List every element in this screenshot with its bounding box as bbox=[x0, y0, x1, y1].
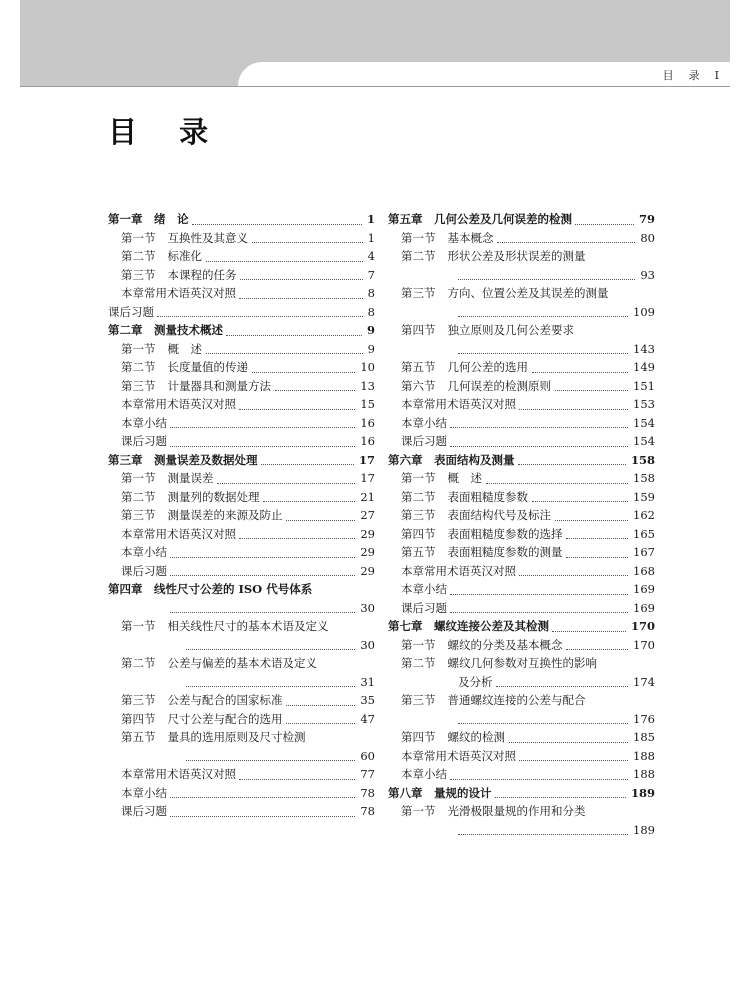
page-title: 目 录 bbox=[108, 115, 225, 149]
toc-leader-dots bbox=[458, 279, 635, 280]
toc-leader-dots bbox=[239, 538, 355, 539]
toc-entry-title: 第五章 几何公差及几何误差的检测 bbox=[388, 212, 572, 226]
toc-entry-continuation bbox=[388, 710, 655, 729]
toc-page-number: 27 bbox=[357, 506, 375, 525]
toc-entry-title: 长度量值的传递 bbox=[167, 360, 248, 374]
toc-section-entry bbox=[388, 395, 655, 414]
toc-section-entry bbox=[108, 414, 375, 433]
toc-leader-dots bbox=[170, 557, 355, 558]
toc-entry-title: 课后习题 bbox=[401, 434, 447, 448]
toc-entry-title: 本章小结 bbox=[401, 415, 447, 430]
toc-page-number: 9 bbox=[365, 340, 375, 359]
toc-page-number: 8 bbox=[365, 284, 375, 303]
toc-entry-title: 量具的选用原则及尺寸检测 bbox=[167, 730, 306, 744]
toc-entry-title: 测量误差 bbox=[167, 471, 214, 485]
toc-page-number: 35 bbox=[357, 691, 375, 710]
toc-chapter-entry bbox=[108, 321, 375, 340]
toc-leader-dots bbox=[450, 612, 628, 613]
toc-leader-dots bbox=[566, 557, 628, 558]
toc-leader-dots bbox=[192, 224, 362, 225]
toc-entry-title: 本章小结 bbox=[401, 767, 447, 781]
toc-page-number: 109 bbox=[630, 303, 655, 322]
toc-leader-dots bbox=[555, 520, 628, 521]
toc-page-number: 13 bbox=[357, 377, 375, 396]
toc-leader-dots bbox=[186, 686, 355, 687]
toc-section-entry bbox=[108, 266, 375, 285]
toc-entry-number: 第四节 bbox=[401, 730, 436, 744]
toc-page-number: 170 bbox=[628, 617, 655, 636]
toc-page-number: 9 bbox=[364, 321, 375, 340]
toc-entry-title: 课后习题 bbox=[401, 600, 447, 615]
toc-leader-dots bbox=[518, 464, 626, 465]
toc-entry-title: 课后习题 bbox=[108, 304, 154, 319]
toc-section-entry bbox=[388, 284, 655, 303]
toc-entry-number: 第四节 bbox=[401, 526, 436, 541]
toc-page-number: 10 bbox=[357, 358, 375, 377]
toc-entry-continuation bbox=[388, 266, 655, 285]
toc-section-entry bbox=[388, 229, 655, 248]
toc-entry-title: 本章小结 bbox=[121, 415, 167, 430]
toc-leader-dots bbox=[170, 612, 355, 613]
toc-section-entry bbox=[108, 710, 375, 729]
toc-page-number: 154 bbox=[630, 414, 655, 433]
toc-entry-title: 基本概念 bbox=[447, 230, 494, 245]
toc-section-entry bbox=[108, 303, 375, 322]
toc-page-number: 30 bbox=[357, 636, 375, 655]
toc-entry-number: 第二节 bbox=[401, 656, 436, 670]
toc-entry-continuation bbox=[108, 673, 375, 692]
running-head-part: 目 bbox=[662, 69, 675, 82]
toc-entry-title: 计量器具和测量方法 bbox=[167, 378, 271, 393]
toc-leader-dots bbox=[206, 353, 363, 354]
toc-leader-dots bbox=[450, 594, 628, 595]
toc-entry-title: 标准化 bbox=[167, 249, 202, 263]
toc-section-entry bbox=[108, 247, 375, 266]
toc-entry-title: 第七章 螺纹连接公差及其检测 bbox=[388, 619, 549, 633]
toc-entry-title: 本章小结 bbox=[401, 582, 447, 596]
toc-entry-number: 第二节 bbox=[121, 489, 156, 504]
toc-section-entry bbox=[388, 432, 655, 451]
toc-leader-dots bbox=[519, 760, 628, 761]
toc-section-entry bbox=[388, 543, 655, 562]
toc-entry-number: 第一节 bbox=[121, 341, 156, 356]
toc-page-number: 16 bbox=[357, 414, 375, 433]
toc-page-number: 165 bbox=[630, 525, 655, 544]
toc-entry-continuation bbox=[108, 599, 375, 618]
toc-page-number: 47 bbox=[357, 710, 375, 729]
toc-entry-number: 第三节 bbox=[121, 508, 156, 522]
toc-section-entry bbox=[388, 488, 655, 507]
toc-leader-dots bbox=[495, 797, 626, 798]
toc-section-entry bbox=[108, 765, 375, 784]
toc-entry-number: 第三节 bbox=[401, 693, 436, 707]
toc-leader-dots bbox=[170, 797, 355, 798]
toc-entry-title: 概 述 bbox=[447, 471, 482, 485]
toc-column-left bbox=[108, 210, 375, 821]
toc-page-number: 29 bbox=[357, 525, 375, 544]
toc-entry-title: 方向、位置公差及其误差的测量 bbox=[447, 286, 609, 300]
toc-leader-dots bbox=[186, 760, 355, 761]
toc-entry-number: 第一节 bbox=[401, 230, 436, 245]
toc-section-entry bbox=[388, 765, 655, 784]
toc-leader-dots bbox=[575, 224, 634, 225]
toc-section-entry bbox=[388, 414, 655, 433]
toc-section-entry bbox=[108, 562, 375, 581]
toc-section-entry bbox=[388, 599, 655, 618]
toc-page-number: 185 bbox=[630, 728, 655, 747]
toc-entry-continuation bbox=[388, 340, 655, 359]
toc-chapter-entry bbox=[108, 451, 375, 470]
toc-page-number: 31 bbox=[357, 673, 375, 692]
toc-section-entry bbox=[388, 802, 655, 821]
toc-section-entry bbox=[108, 525, 375, 544]
toc-page-number: 78 bbox=[357, 784, 375, 803]
toc-leader-dots bbox=[170, 816, 355, 817]
toc-page-number: 78 bbox=[357, 802, 375, 821]
running-head bbox=[560, 67, 720, 83]
toc-page-number: 21 bbox=[357, 488, 375, 507]
toc-entry-title: 本章小结 bbox=[121, 545, 167, 559]
toc-entry-title: 本章常用术语英汉对照 bbox=[121, 767, 236, 781]
toc-entry-title: 课后习题 bbox=[121, 563, 167, 578]
toc-page-number: 189 bbox=[630, 821, 655, 840]
toc-entry-title: 概 述 bbox=[167, 341, 202, 356]
toc-entry-title: 本章常用术语英汉对照 bbox=[121, 286, 236, 300]
toc-entry-title: 几何误差的检测原则 bbox=[447, 378, 551, 393]
toc-section-entry bbox=[108, 395, 375, 414]
toc-section-entry bbox=[108, 654, 375, 673]
toc-entry-title: 第四章 线性尺寸公差的 ISO 代号体系 bbox=[108, 582, 313, 596]
toc-entry-title: 公差与偏差的基本术语及定义 bbox=[167, 656, 317, 670]
toc-page-number: 159 bbox=[630, 488, 655, 507]
toc-page-number: 77 bbox=[357, 765, 375, 784]
toc-column-right bbox=[388, 210, 655, 839]
toc-entry-number: 第三节 bbox=[121, 378, 156, 393]
toc-entry-title: 公差与配合的国家标准 bbox=[167, 693, 283, 707]
toc-page-number: 8 bbox=[365, 303, 375, 322]
toc-page-number: 60 bbox=[357, 747, 375, 766]
toc-section-entry bbox=[388, 562, 655, 581]
toc-page-number: 17 bbox=[357, 469, 375, 488]
toc-leader-dots bbox=[496, 686, 628, 687]
toc-leader-dots bbox=[217, 483, 355, 484]
toc-leader-dots bbox=[497, 242, 635, 243]
toc-leader-dots bbox=[450, 446, 628, 447]
toc-entry-title: 几何公差的选用 bbox=[447, 360, 528, 374]
toc-leader-dots bbox=[286, 520, 355, 521]
toc-leader-dots bbox=[239, 779, 355, 780]
toc-chapter-entry bbox=[108, 210, 375, 229]
toc-leader-dots bbox=[239, 298, 363, 299]
toc-entry-title: 第三章 测量误差及数据处理 bbox=[108, 452, 258, 467]
header-rule bbox=[20, 86, 730, 87]
toc-page-number: 93 bbox=[637, 266, 655, 285]
toc-leader-dots bbox=[239, 409, 355, 410]
toc-entry-number: 第一节 bbox=[121, 619, 156, 633]
toc-entry-continuation bbox=[108, 747, 375, 766]
toc-leader-dots bbox=[206, 261, 363, 262]
toc-leader-dots bbox=[552, 631, 626, 632]
toc-entry-number: 第一节 bbox=[401, 804, 436, 818]
toc-leader-dots bbox=[170, 446, 355, 447]
toc-section-entry bbox=[108, 691, 375, 710]
toc-section-entry bbox=[108, 802, 375, 821]
toc-entry-title: 相关线性尺寸的基本术语及定义 bbox=[167, 619, 329, 633]
toc-page-number: 143 bbox=[630, 340, 655, 359]
toc-entry-title: 光滑极限量规的作用和分类 bbox=[447, 804, 586, 818]
toc-section-entry bbox=[388, 728, 655, 747]
toc-entry-title: 普通螺纹连接的公差与配合 bbox=[447, 693, 586, 707]
toc-page-number: 1 bbox=[364, 210, 375, 229]
toc-entry-number: 第二节 bbox=[401, 489, 436, 504]
toc-leader-dots bbox=[252, 372, 355, 373]
toc-page-number: 154 bbox=[630, 432, 655, 451]
toc-section-entry bbox=[108, 617, 375, 636]
toc-entry-title: 尺寸公差与配合的选用 bbox=[167, 711, 283, 726]
toc-entry-number: 第三节 bbox=[401, 508, 436, 522]
toc-page-number: 30 bbox=[357, 599, 375, 618]
toc-entry-continuation bbox=[108, 636, 375, 655]
toc-page-number: 169 bbox=[630, 599, 655, 618]
toc-entry-title: 本章常用术语英汉对照 bbox=[121, 397, 236, 411]
toc-section-entry bbox=[388, 636, 655, 655]
toc-entry-title: 第二章 测量技术概述 bbox=[108, 323, 223, 337]
toc-leader-dots bbox=[275, 390, 355, 391]
toc-section-entry bbox=[108, 377, 375, 396]
toc-section-entry bbox=[108, 506, 375, 525]
toc-section-entry bbox=[108, 358, 375, 377]
toc-section-entry bbox=[108, 340, 375, 359]
toc-entry-number: 第一节 bbox=[121, 230, 156, 245]
toc-leader-dots bbox=[458, 353, 628, 354]
toc-entry-title: 本章常用术语英汉对照 bbox=[121, 526, 236, 541]
toc-entry-title: 表面结构代号及标注 bbox=[447, 508, 551, 522]
toc-chapter-entry bbox=[388, 617, 655, 636]
toc-entry-title: 互换性及其意义 bbox=[167, 230, 248, 245]
toc-leader-dots bbox=[157, 316, 363, 317]
toc-leader-dots bbox=[450, 779, 628, 780]
toc-page-number: 16 bbox=[357, 432, 375, 451]
toc-page-number: 162 bbox=[630, 506, 655, 525]
toc-section-entry bbox=[388, 377, 655, 396]
toc-entry-number: 第五节 bbox=[401, 360, 436, 374]
toc-entry-number: 第二节 bbox=[401, 249, 436, 263]
toc-leader-dots bbox=[509, 742, 628, 743]
toc-entry-title: 螺纹的分类及基本概念 bbox=[447, 637, 563, 652]
toc-entry-title: 测量误差的来源及防止 bbox=[167, 508, 283, 522]
toc-section-entry bbox=[388, 247, 655, 266]
toc-leader-dots bbox=[532, 501, 628, 502]
toc-section-entry bbox=[388, 654, 655, 673]
toc-leader-dots bbox=[186, 649, 355, 650]
toc-entry-title: 本课程的任务 bbox=[167, 267, 237, 282]
toc-leader-dots bbox=[532, 372, 628, 373]
toc-entry-title: 本章常用术语英汉对照 bbox=[401, 397, 516, 411]
toc-page-number: 149 bbox=[630, 358, 655, 377]
toc-leader-dots bbox=[240, 279, 363, 280]
toc-chapter-entry bbox=[388, 210, 655, 229]
toc-entry-number: 第一节 bbox=[121, 471, 156, 485]
toc-entry-title: 形状公差及形状误差的测量 bbox=[447, 249, 586, 263]
toc-section-entry bbox=[108, 229, 375, 248]
toc-leader-dots bbox=[170, 575, 355, 576]
toc-section-entry bbox=[388, 506, 655, 525]
toc-leader-dots bbox=[566, 538, 628, 539]
toc-entry-number: 第五节 bbox=[121, 730, 156, 744]
toc-leader-dots bbox=[519, 409, 628, 410]
toc-leader-dots bbox=[450, 427, 628, 428]
toc-entry-title: 第六章 表面结构及测量 bbox=[388, 452, 515, 467]
toc-page-number: 153 bbox=[630, 395, 655, 414]
toc-section-entry bbox=[108, 784, 375, 803]
toc-page-number: 4 bbox=[365, 247, 375, 266]
toc-section-entry bbox=[388, 469, 655, 488]
toc-entry-title-continued: 及分析 bbox=[458, 674, 493, 689]
toc-section-entry bbox=[388, 580, 655, 599]
toc-page-number: 29 bbox=[357, 543, 375, 562]
toc-section-entry bbox=[388, 321, 655, 340]
toc-page-number: 80 bbox=[637, 229, 655, 248]
toc-chapter-entry bbox=[388, 784, 655, 803]
toc-entry-title: 本章常用术语英汉对照 bbox=[401, 748, 516, 763]
toc-entry-number: 第二节 bbox=[121, 360, 156, 374]
toc-chapter-entry bbox=[108, 580, 375, 599]
toc-leader-dots bbox=[566, 649, 628, 650]
toc-leader-dots bbox=[486, 483, 628, 484]
toc-entry-number: 第一节 bbox=[401, 637, 436, 652]
toc-leader-dots bbox=[555, 390, 628, 391]
toc-page-number: 151 bbox=[630, 377, 655, 396]
toc-leader-dots bbox=[263, 501, 355, 502]
toc-page-number: 174 bbox=[630, 673, 655, 692]
toc-section-entry bbox=[108, 284, 375, 303]
toc-leader-dots bbox=[170, 427, 355, 428]
toc-leader-dots bbox=[226, 335, 362, 336]
toc-page-number: 29 bbox=[357, 562, 375, 581]
toc-page-number: 169 bbox=[630, 580, 655, 599]
toc-page-number: 1 bbox=[365, 229, 375, 248]
toc-entry-title: 表面粗糙度参数 bbox=[447, 489, 528, 504]
toc-section-entry bbox=[108, 543, 375, 562]
toc-entry-number: 第二节 bbox=[121, 249, 156, 263]
toc-entry-number: 第二节 bbox=[121, 656, 156, 670]
toc-entry-number: 第三节 bbox=[121, 267, 156, 282]
toc-section-entry bbox=[388, 358, 655, 377]
toc-section-entry bbox=[388, 525, 655, 544]
toc-entry-title: 本章小结 bbox=[121, 785, 167, 800]
toc-leader-dots bbox=[261, 464, 354, 465]
toc-entry-number: 第五节 bbox=[401, 545, 436, 559]
toc-entry-continuation bbox=[388, 673, 655, 692]
toc-page-number: 79 bbox=[636, 210, 655, 229]
toc-page-number: 170 bbox=[630, 636, 655, 655]
toc-chapter-entry bbox=[388, 451, 655, 470]
toc-leader-dots bbox=[286, 705, 355, 706]
toc-entry-title: 表面粗糙度参数的测量 bbox=[447, 545, 563, 559]
toc-entry-title: 课后习题 bbox=[121, 804, 167, 818]
running-head-part: 录 bbox=[688, 69, 701, 82]
toc-entry-title: 表面粗糙度参数的选择 bbox=[447, 526, 563, 541]
toc-section-entry bbox=[388, 747, 655, 766]
toc-entry-number: 第三节 bbox=[401, 286, 436, 300]
toc-page-number: 188 bbox=[630, 765, 655, 784]
toc-page-number: 17 bbox=[356, 451, 375, 470]
toc-entry-number: 第六节 bbox=[401, 378, 436, 393]
toc-entry-number: 第四节 bbox=[121, 711, 156, 726]
toc-entry-number: 第一节 bbox=[401, 471, 436, 485]
toc-entry-title: 螺纹的检测 bbox=[447, 730, 505, 744]
toc-entry-title: 本章常用术语英汉对照 bbox=[401, 563, 516, 578]
toc-entry-title: 课后习题 bbox=[121, 434, 167, 448]
toc-leader-dots bbox=[458, 834, 628, 835]
toc-leader-dots bbox=[458, 723, 628, 724]
toc-entry-title: 测量列的数据处理 bbox=[167, 489, 260, 504]
toc-leader-dots bbox=[286, 723, 355, 724]
toc-page-number: 176 bbox=[630, 710, 655, 729]
toc-page-number: 15 bbox=[357, 395, 375, 414]
toc-entry-number: 第三节 bbox=[121, 693, 156, 707]
toc-page-number: 7 bbox=[365, 266, 375, 285]
toc-entry-continuation bbox=[388, 303, 655, 322]
toc-section-entry bbox=[108, 728, 375, 747]
toc-section-entry bbox=[108, 432, 375, 451]
toc-page-number: 158 bbox=[630, 469, 655, 488]
toc-entry-title: 第一章 绪 论 bbox=[108, 212, 189, 226]
toc-entry-title: 第八章 量规的设计 bbox=[388, 785, 492, 800]
toc-page-number: 168 bbox=[630, 562, 655, 581]
toc-leader-dots bbox=[519, 575, 628, 576]
toc-entry-title: 螺纹几何参数对互换性的影响 bbox=[447, 656, 597, 670]
toc-section-entry bbox=[108, 469, 375, 488]
toc-page-number: 189 bbox=[628, 784, 655, 803]
toc-page-number: 158 bbox=[628, 451, 655, 470]
toc-leader-dots bbox=[252, 242, 363, 243]
toc-entry-number: 第四节 bbox=[401, 323, 436, 337]
toc-section-entry bbox=[388, 691, 655, 710]
toc-page-number: 188 bbox=[630, 747, 655, 766]
toc-leader-dots bbox=[458, 316, 628, 317]
running-head-page: I bbox=[714, 69, 720, 82]
toc-entry-continuation bbox=[388, 821, 655, 840]
toc-entry-title: 独立原则及几何公差要求 bbox=[447, 323, 574, 337]
toc-page-number: 167 bbox=[630, 543, 655, 562]
toc-section-entry bbox=[108, 488, 375, 507]
